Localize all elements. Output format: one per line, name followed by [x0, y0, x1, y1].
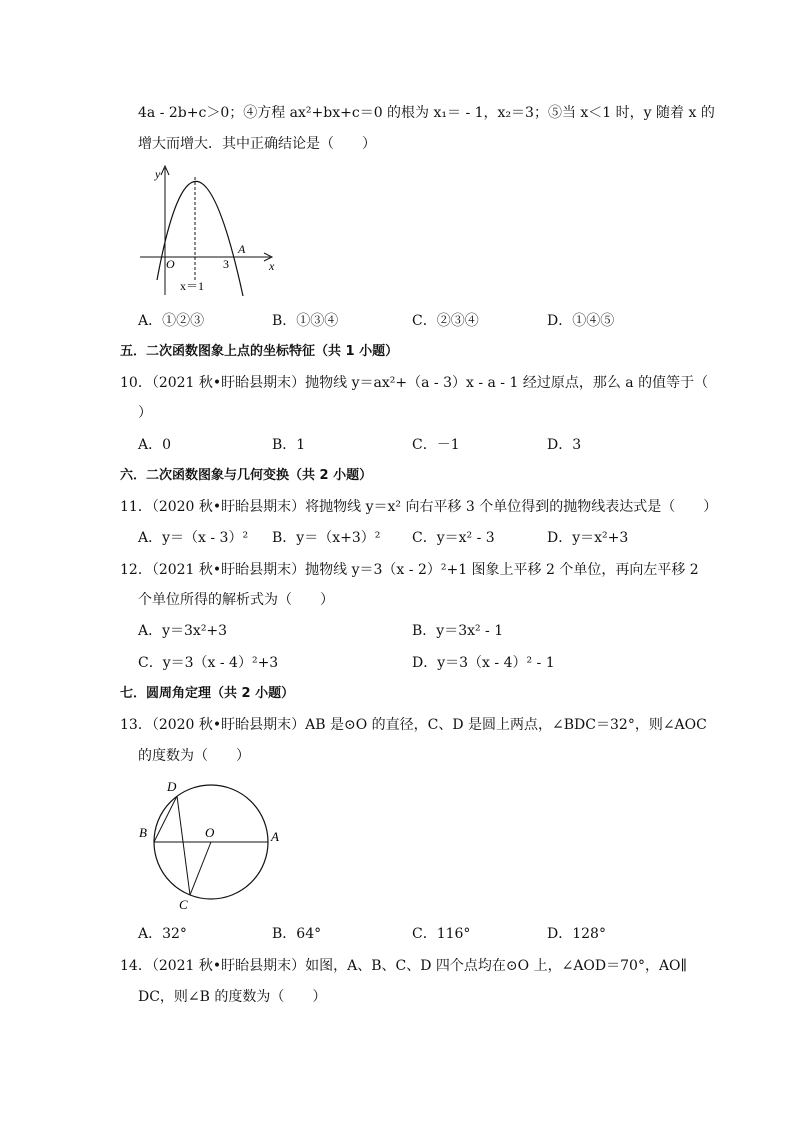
q9-line2: 增大而增大．其中正确结论是（ ）: [138, 136, 376, 152]
q9-line1: 4a - 2b+c＞0；④方程 ax²+bx+c＝0 的根为 x₁＝ - 1，x₂＝3；⑤当 x＜1 时，y 随着 x 的: [138, 105, 715, 121]
section-5-heading: 五．二次函数图象上点的坐标特征（共 1 小题）: [120, 344, 399, 359]
point-a-label: A: [271, 829, 279, 844]
q13-option-c[interactable]: C．116°: [412, 926, 471, 942]
q14-line2: DC，则∠B 的度数为（ ）: [138, 989, 327, 1005]
x-axis-label: x: [269, 259, 275, 273]
q12-option-b[interactable]: B．y＝3x² - 1: [412, 623, 504, 639]
circle-figure: [135, 775, 285, 915]
section-6-heading: 六．二次函数图象与几何变换（共 2 小题）: [120, 468, 373, 483]
q12-option-d[interactable]: D．y＝3（x - 4）² - 1: [412, 655, 555, 671]
section-7-heading: 七．圆周角定理（共 2 小题）: [120, 686, 295, 701]
q11-line1: 11．（2020 秋•盱眙县期末）将抛物线 y＝x² 向右平移 3 个单位得到的抛物线表达式是（ ）: [120, 499, 718, 515]
q10-line1: 10．（2021 秋•盱眙县期末）抛物线 y＝ax²+（a - 3）x - a - 1 经过原点，那么 a 的值等于（: [120, 375, 709, 391]
q11-option-d[interactable]: D．y＝x²+3: [547, 530, 629, 546]
q11-option-c[interactable]: C．y＝x² - 3: [412, 530, 495, 546]
q10-option-c[interactable]: C．－1: [412, 437, 460, 453]
point-c-label: C: [179, 897, 188, 912]
q9-option-d[interactable]: D．①④⑤: [547, 313, 615, 329]
y-axis-label: y: [155, 167, 161, 181]
parabola-graph: [135, 160, 285, 300]
q11-option-a[interactable]: A．y＝（x - 3）²: [138, 530, 249, 546]
origin-label: O: [166, 257, 175, 271]
point-o-label: O: [205, 825, 215, 840]
q13-line1: 13．（2020 秋•盱眙县期末）AB 是⊙O 的直径，C、D 是圆上两点，∠BDC＝32°，则∠AOC: [120, 717, 707, 733]
q10-option-a[interactable]: A．0: [138, 437, 172, 453]
q10-option-d[interactable]: D．3: [547, 437, 582, 453]
q10-option-b[interactable]: B．1: [272, 437, 306, 453]
point-b-label: B: [139, 825, 147, 840]
symmetry-axis-label: x＝1: [180, 279, 205, 293]
q12-option-c[interactable]: C．y＝3（x - 4）²+3: [138, 655, 279, 671]
q10-line2: ）: [138, 405, 152, 421]
q9-option-b[interactable]: B．①③④: [272, 313, 339, 329]
q11-option-b[interactable]: B．y＝（x+3）²: [272, 530, 381, 546]
q9-option-c[interactable]: C．②③④: [412, 313, 479, 329]
x-tick-3: 3: [223, 257, 229, 271]
q13-option-b[interactable]: B．64°: [272, 926, 322, 942]
q13-line2: 的度数为（ ）: [138, 748, 250, 764]
q12-option-a[interactable]: A．y＝3x²+3: [138, 623, 228, 639]
q13-option-a[interactable]: A．32°: [138, 926, 187, 942]
q12-line2: 个单位所得的解析式为（ ）: [138, 592, 334, 608]
q14-line1: 14．（2021 秋•盱眙县期末）如图，A、B、C、D 四个点均在⊙O 上，∠AOD＝70°，AO∥: [120, 958, 688, 974]
point-a-label: A: [238, 242, 246, 256]
q12-line1: 12．（2021 秋•盱眙县期末）抛物线 y＝3（x - 2）²+1 图象上平移 2 个单位，再向左平移 2: [120, 562, 699, 578]
q9-option-a[interactable]: A．①②③: [138, 313, 205, 329]
q13-option-d[interactable]: D．128°: [547, 926, 606, 942]
point-d-label: D: [167, 779, 177, 794]
